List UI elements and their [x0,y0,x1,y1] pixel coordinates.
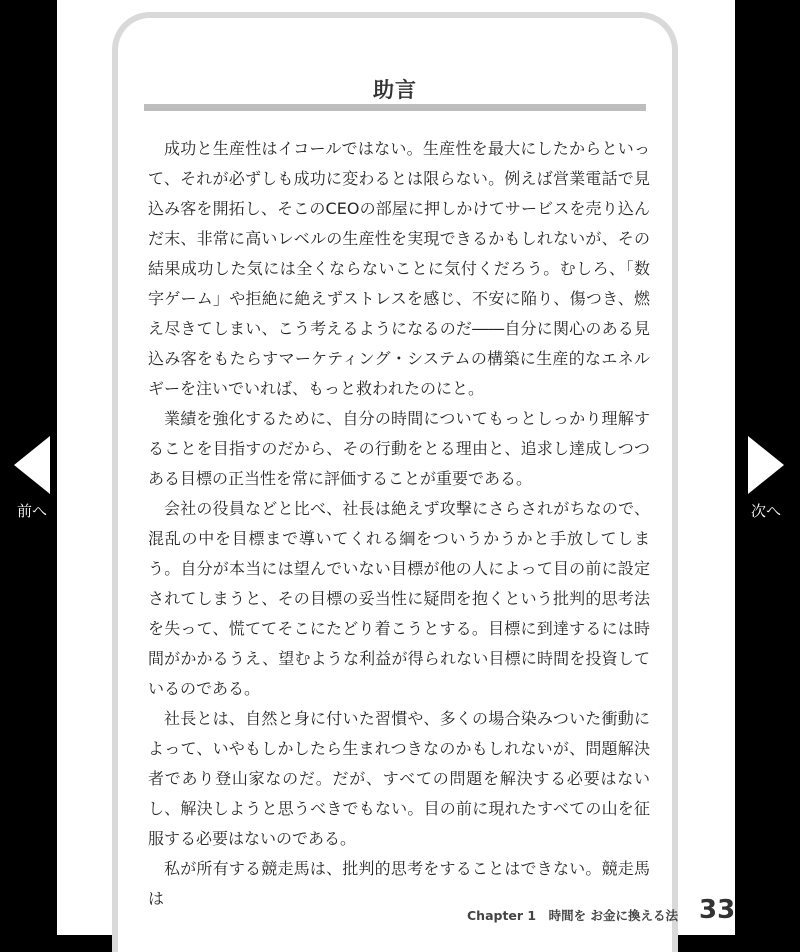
paragraph: 会社の役員などと比べ、社長は絶えず攻撃にさらされがちなので、混乱の中を目標まで導いてくれる綱をついうかうかと手放してしまう。自分が本当には望んでいない目標が他の人によって目の前に設定されてしまうと、その目標の妥当性に疑問を抱くという批判的思考法を失って、慌ててそこにたどり着こうとする。目標に到達するには時間がかかるうえ、望むような利益が得られない目標に時間を投資しているのである。 [148,499,650,698]
advice-box [112,12,678,952]
paragraph: 業績を強化するために、自分の時間についてもっとしっかり理解することを目指すのだから、その行動をとる理由と、追求し達成しつつある目標の正当性を常に評価することが重要である。 [148,409,650,488]
paragraph: 私が所有する競走馬は、批判的思考をすることはできない。競走馬は [148,859,650,908]
page-title: 助言 [373,78,417,102]
paragraph: 社長とは、自然と身に付いた習慣や、多くの場合染みついた衝動によって、いやもしかしたら生まれつきなのかもしれないが、問題解決者であり登山家なのだ。だが、すべての問題を解決する必要はないし、解決しようと思うべきでもない。目の前に現れたすべての山を征服する必要はないのである。 [148,709,650,848]
prev-page-button[interactable] [7,436,57,521]
arrow-left-icon[interactable] [14,436,50,494]
arrow-right-icon[interactable] [748,436,784,494]
body-text [148,134,650,908]
next-page-label[interactable]: 次へ [750,502,781,520]
next-page-button[interactable] [741,436,791,521]
prev-page-label[interactable]: 前へ [16,502,47,520]
book-page [57,0,735,935]
chapter-footer: Chapter 1 時間を お金に換える法 [467,908,678,923]
title-divider [144,104,646,111]
page-number: 33 [699,895,736,925]
paragraph: 成功と生産性はイコールではない。生産性を最大にしたからといって、それが必ずしも成功に変わるとは限らない。例えば営業電話で見込み客を開拓し、そこのCEOの部屋に押しかけてサービスを売り込んだ末、非常に高いレベルの生産性を実現できるかもしれないが、その結果成功した気には全くならないことに気付くだろう。むしろ、「数字ゲーム」や拒絶に絶えずストレスを感じ、不安に陥り、傷つき、燃え尽きてしまい、こう考えるようになるのだ――自分に関心のある見込み客をもたらすマーケティング・システムの構築に生産的なエネルギーを注いでいれば、もっと救われたのにと。 [148,139,650,398]
